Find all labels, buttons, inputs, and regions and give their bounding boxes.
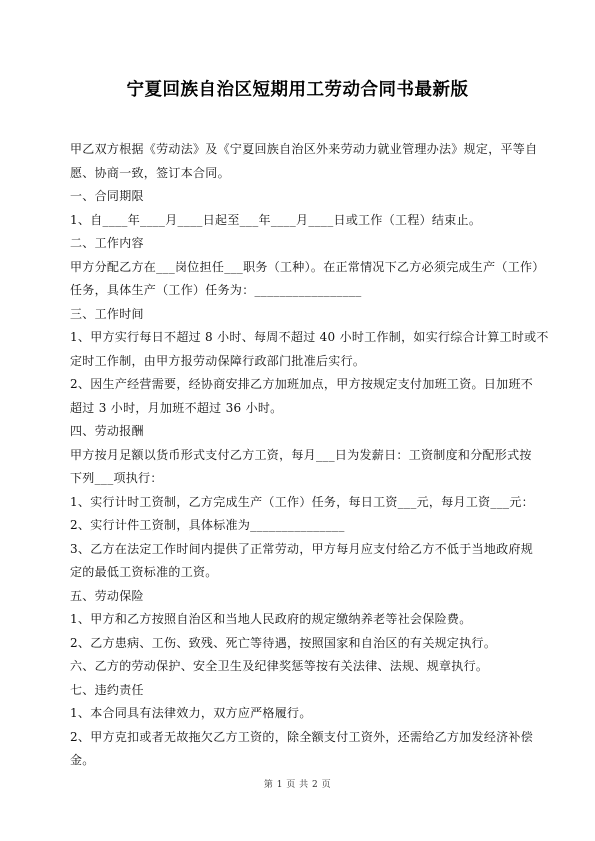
text-line: 1、实行计时工资制，乙方完成生产（工作）任务，每日工资___元，每月工资___元： [70, 494, 534, 509]
section-heading: 七、违约责任 [70, 682, 144, 697]
document-body [70, 138, 549, 773]
text-line: 3、乙方在法定工作时间内提供了正常劳动，甲方每月应支付给乙方不低于当地政府规 [70, 541, 534, 556]
text-line: 1、本合同具有法律效力，双方应严格履行。 [70, 706, 312, 720]
text-line: 定的最低工资标准的工资。 [70, 565, 218, 579]
text-line: 2、乙方患病、工伤、致残、死亡等待遇，按照国家和自治区的有关规定执行。 [70, 635, 497, 650]
text-line: 1、自____年____月____日起至___年____月____日或工作（工程）结束止。 [70, 212, 482, 227]
text-line: 定时工作制，由甲方报劳动保障行政部门批准后实行。 [70, 353, 366, 368]
text-line: 任务，具体生产（工作）任务为：_________________ [70, 283, 362, 297]
page-number: 第 1 页 共 2 页 [263, 780, 332, 790]
section-heading: 四、劳动报酬 [70, 424, 144, 438]
text-line: 2、因生产经营需要，经协商安排乙方加班加点，甲方按规定支付加班工资。日加班不 [70, 377, 534, 391]
section-heading: 五、劳动保险 [70, 588, 144, 603]
document-title: 宁夏回族自治区短期用工劳动合同书最新版 [126, 80, 469, 100]
text-line: 2、实行计件工资制，具体标准为_______________ [70, 518, 345, 532]
section-heading: 六、乙方的劳动保护、安全卫生及纪律奖惩等按有关法律、法规、规章执行。 [70, 659, 489, 673]
text-line: 愿、协商一致，签订本合同。 [70, 165, 230, 180]
text-line: 甲方分配乙方在___岗位担任___职务（工种）。在正常情况下乙方必须完成生产（工作） [70, 259, 545, 274]
text-line: 甲方按月足额以货币形式支付乙方工资，每月___日为发薪日：工资制度和分配形式按 [70, 447, 532, 462]
section-heading: 一、合同期限 [70, 189, 144, 203]
text-line: 1、甲方实行每日不超过 8 小时、每周不超过 40 小时工作制，如实行综合计算工时或不 [70, 330, 549, 344]
text-line: 甲乙双方根据《劳动法》及《宁夏回族自治区外来劳动力就业管理办法》规定，平等自 [70, 142, 538, 156]
text-line: 超过 3 小时，月加班不超过 36 小时。 [70, 400, 283, 415]
text-line: 下列___项执行： [70, 471, 163, 485]
section-heading: 三、工作时间 [70, 306, 144, 321]
section-heading: 二、工作内容 [70, 236, 144, 250]
text-line: 金。 [70, 753, 95, 767]
text-line: 1、甲方和乙方按照自治区和当地人民政府的规定缴纳养老等社会保险费。 [70, 612, 472, 626]
text-line: 2、甲方克扣或者无故拖欠乙方工资的，除全额支付工资外，还需给乙方加发经济补偿 [70, 729, 534, 744]
